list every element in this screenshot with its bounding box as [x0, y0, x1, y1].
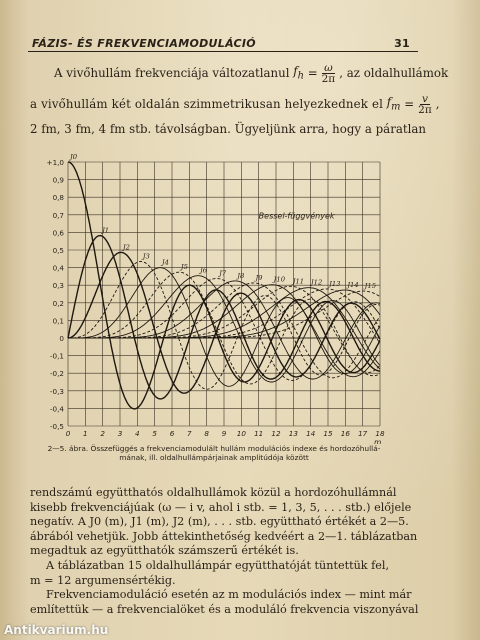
y-tick-label: -0,4	[49, 404, 64, 414]
y-tick-label: 0,7	[52, 210, 64, 220]
x-tick-label: 4	[135, 429, 140, 438]
header-title: FÁZIS- ÉS FREKVENCIAMODULÁCIÓ	[32, 37, 256, 50]
intro-line-3	[30, 118, 427, 141]
fh-symbol	[293, 63, 304, 82]
body-line: megadtuk az együtthatók számszerű értékét is.	[30, 544, 299, 558]
intro-text-2b: ,	[435, 96, 440, 111]
caption-line-2: mának, ill. oldalhullámpárjainak amplitúdója között	[119, 453, 309, 463]
intro-line-1	[30, 61, 449, 85]
y-tick-label: 0,6	[52, 228, 64, 238]
x-tick-label: 2	[100, 429, 105, 438]
figure-caption	[34, 444, 394, 463]
y-tick-label: 0,9	[52, 175, 64, 185]
x-tick-label: 8	[204, 429, 209, 438]
y-tick-label: 0,4	[52, 263, 64, 273]
body-line: Frekvenciamoduláció esetén az m modulációs index — mint már	[46, 588, 412, 602]
series-label: J0	[70, 154, 78, 161]
x-tick-label: 11	[254, 429, 264, 438]
series-label: J15	[364, 282, 377, 291]
eq-sign-1: =	[307, 65, 318, 80]
series-label: J6	[200, 266, 208, 275]
series-label: J11	[292, 277, 305, 286]
body-line: m = 12 argumensértékig.	[30, 573, 176, 587]
omega-fraction	[320, 63, 338, 85]
series-label: J8	[237, 271, 245, 280]
y-tick-label: -0,1	[49, 351, 64, 361]
series-label: J4	[161, 258, 169, 267]
body-line: negatív. A J0 (m), J1 (m), J2 (m), . . . stb. együttható értékét a 2—5.	[30, 515, 409, 529]
series-label: J14	[347, 281, 359, 290]
y-tick-label: 0,1	[52, 316, 64, 326]
x-tick-label: 12	[271, 429, 281, 438]
omega-num: ω	[324, 61, 333, 74]
body-line: A táblázatban 15 oldalhullámpár együtthatóját tüntettük fel,	[46, 558, 390, 572]
y-tick-label: 0,8	[52, 193, 64, 203]
y-tick-label: 0,3	[52, 281, 64, 291]
omega-den: 2π	[321, 73, 336, 85]
running-header	[32, 34, 410, 50]
body-line: említettük — a frekvencialöket és a moduláló frekvencia viszonyával	[30, 602, 419, 616]
body-line: ábrából vehetjük. Jobb áttekinthetőség kedvéért a 2—1. táblázatban	[30, 529, 418, 543]
x-tick-label: 18	[375, 429, 385, 438]
x-tick-label: 1	[83, 429, 88, 438]
series-label: J3	[142, 252, 150, 261]
y-tick-label: +1,0	[46, 158, 64, 167]
x-tick-label: 7	[187, 429, 192, 438]
series-label: J2	[122, 243, 130, 252]
y-tick-label: -0,2	[49, 369, 64, 379]
fm-letter: f	[386, 94, 392, 109]
x-tick-label: 15	[323, 429, 333, 438]
nu-den: 2π	[418, 104, 432, 116]
fm-symbol	[386, 94, 401, 113]
body-line: rendszámú együtthatós oldalhullámok közül a hordozóhullámnál	[30, 486, 397, 499]
caption-line-1: 2—5. ábra. Összefüggés a frekvenciamodulált hullám modulációs indexe és hordozóhullá-	[47, 444, 381, 453]
x-axis-label: m	[374, 438, 382, 444]
page-number: 31	[394, 37, 410, 50]
intro-text-1b: , az oldalhullámok	[339, 65, 449, 80]
fh-sub: h	[297, 70, 304, 82]
body-line: kisebb frekvenciájúak (ω — i v, ahol i stb. = 1, 3, 5, . . . stb.) előjele	[30, 500, 412, 514]
series-label: J9	[255, 273, 263, 282]
series-label: J5	[180, 263, 188, 272]
intro-text-2a: a vivőhullám két oldalán szimmetrikusan helyezkednek el	[30, 96, 384, 111]
intro-text-1a: A vivőhullám frekvenciája változatlanul	[54, 65, 290, 80]
y-tick-label: -0,3	[49, 386, 64, 396]
chart-title: Bessel-függvények	[258, 211, 335, 221]
nu-fraction	[416, 94, 434, 116]
bessel-chart	[28, 154, 388, 444]
y-tick-label: -0,5	[49, 422, 64, 431]
nu-num: v	[421, 92, 428, 105]
x-tick-label: 9	[221, 429, 227, 438]
series-label: J10	[273, 275, 286, 284]
x-tick-label: 10	[236, 429, 246, 438]
series-label: J13	[329, 279, 341, 288]
x-tick-label: 0	[65, 429, 71, 438]
header-rule	[28, 51, 418, 52]
y-tick-label: 0,2	[52, 298, 64, 308]
x-tick-label: 5	[152, 429, 157, 438]
fh-letter: f	[293, 63, 298, 78]
y-tick-label: 0,5	[52, 246, 64, 255]
watermark-logo: Antikvarium.hu	[4, 623, 109, 637]
x-tick-label: 13	[288, 429, 298, 438]
body-paragraph	[30, 486, 419, 617]
x-tick-label: 6	[169, 429, 175, 438]
fm-sub: m	[391, 101, 401, 113]
series-label: J1	[102, 226, 110, 235]
series-label: J7	[219, 269, 227, 278]
intro-text-3: 2 fm, 3 fm, 4 fm stb. távolságban. Ügyeljünk arra, hogy a páratlan	[30, 121, 427, 136]
x-tick-label: 17	[358, 429, 368, 438]
x-tick-label: 3	[117, 429, 123, 438]
x-tick-label: 14	[306, 429, 316, 438]
y-tick-label: 0	[59, 334, 64, 343]
eq-sign-2: =	[404, 96, 415, 111]
x-tick-label: 16	[340, 429, 350, 438]
series-label: J12	[310, 278, 323, 287]
